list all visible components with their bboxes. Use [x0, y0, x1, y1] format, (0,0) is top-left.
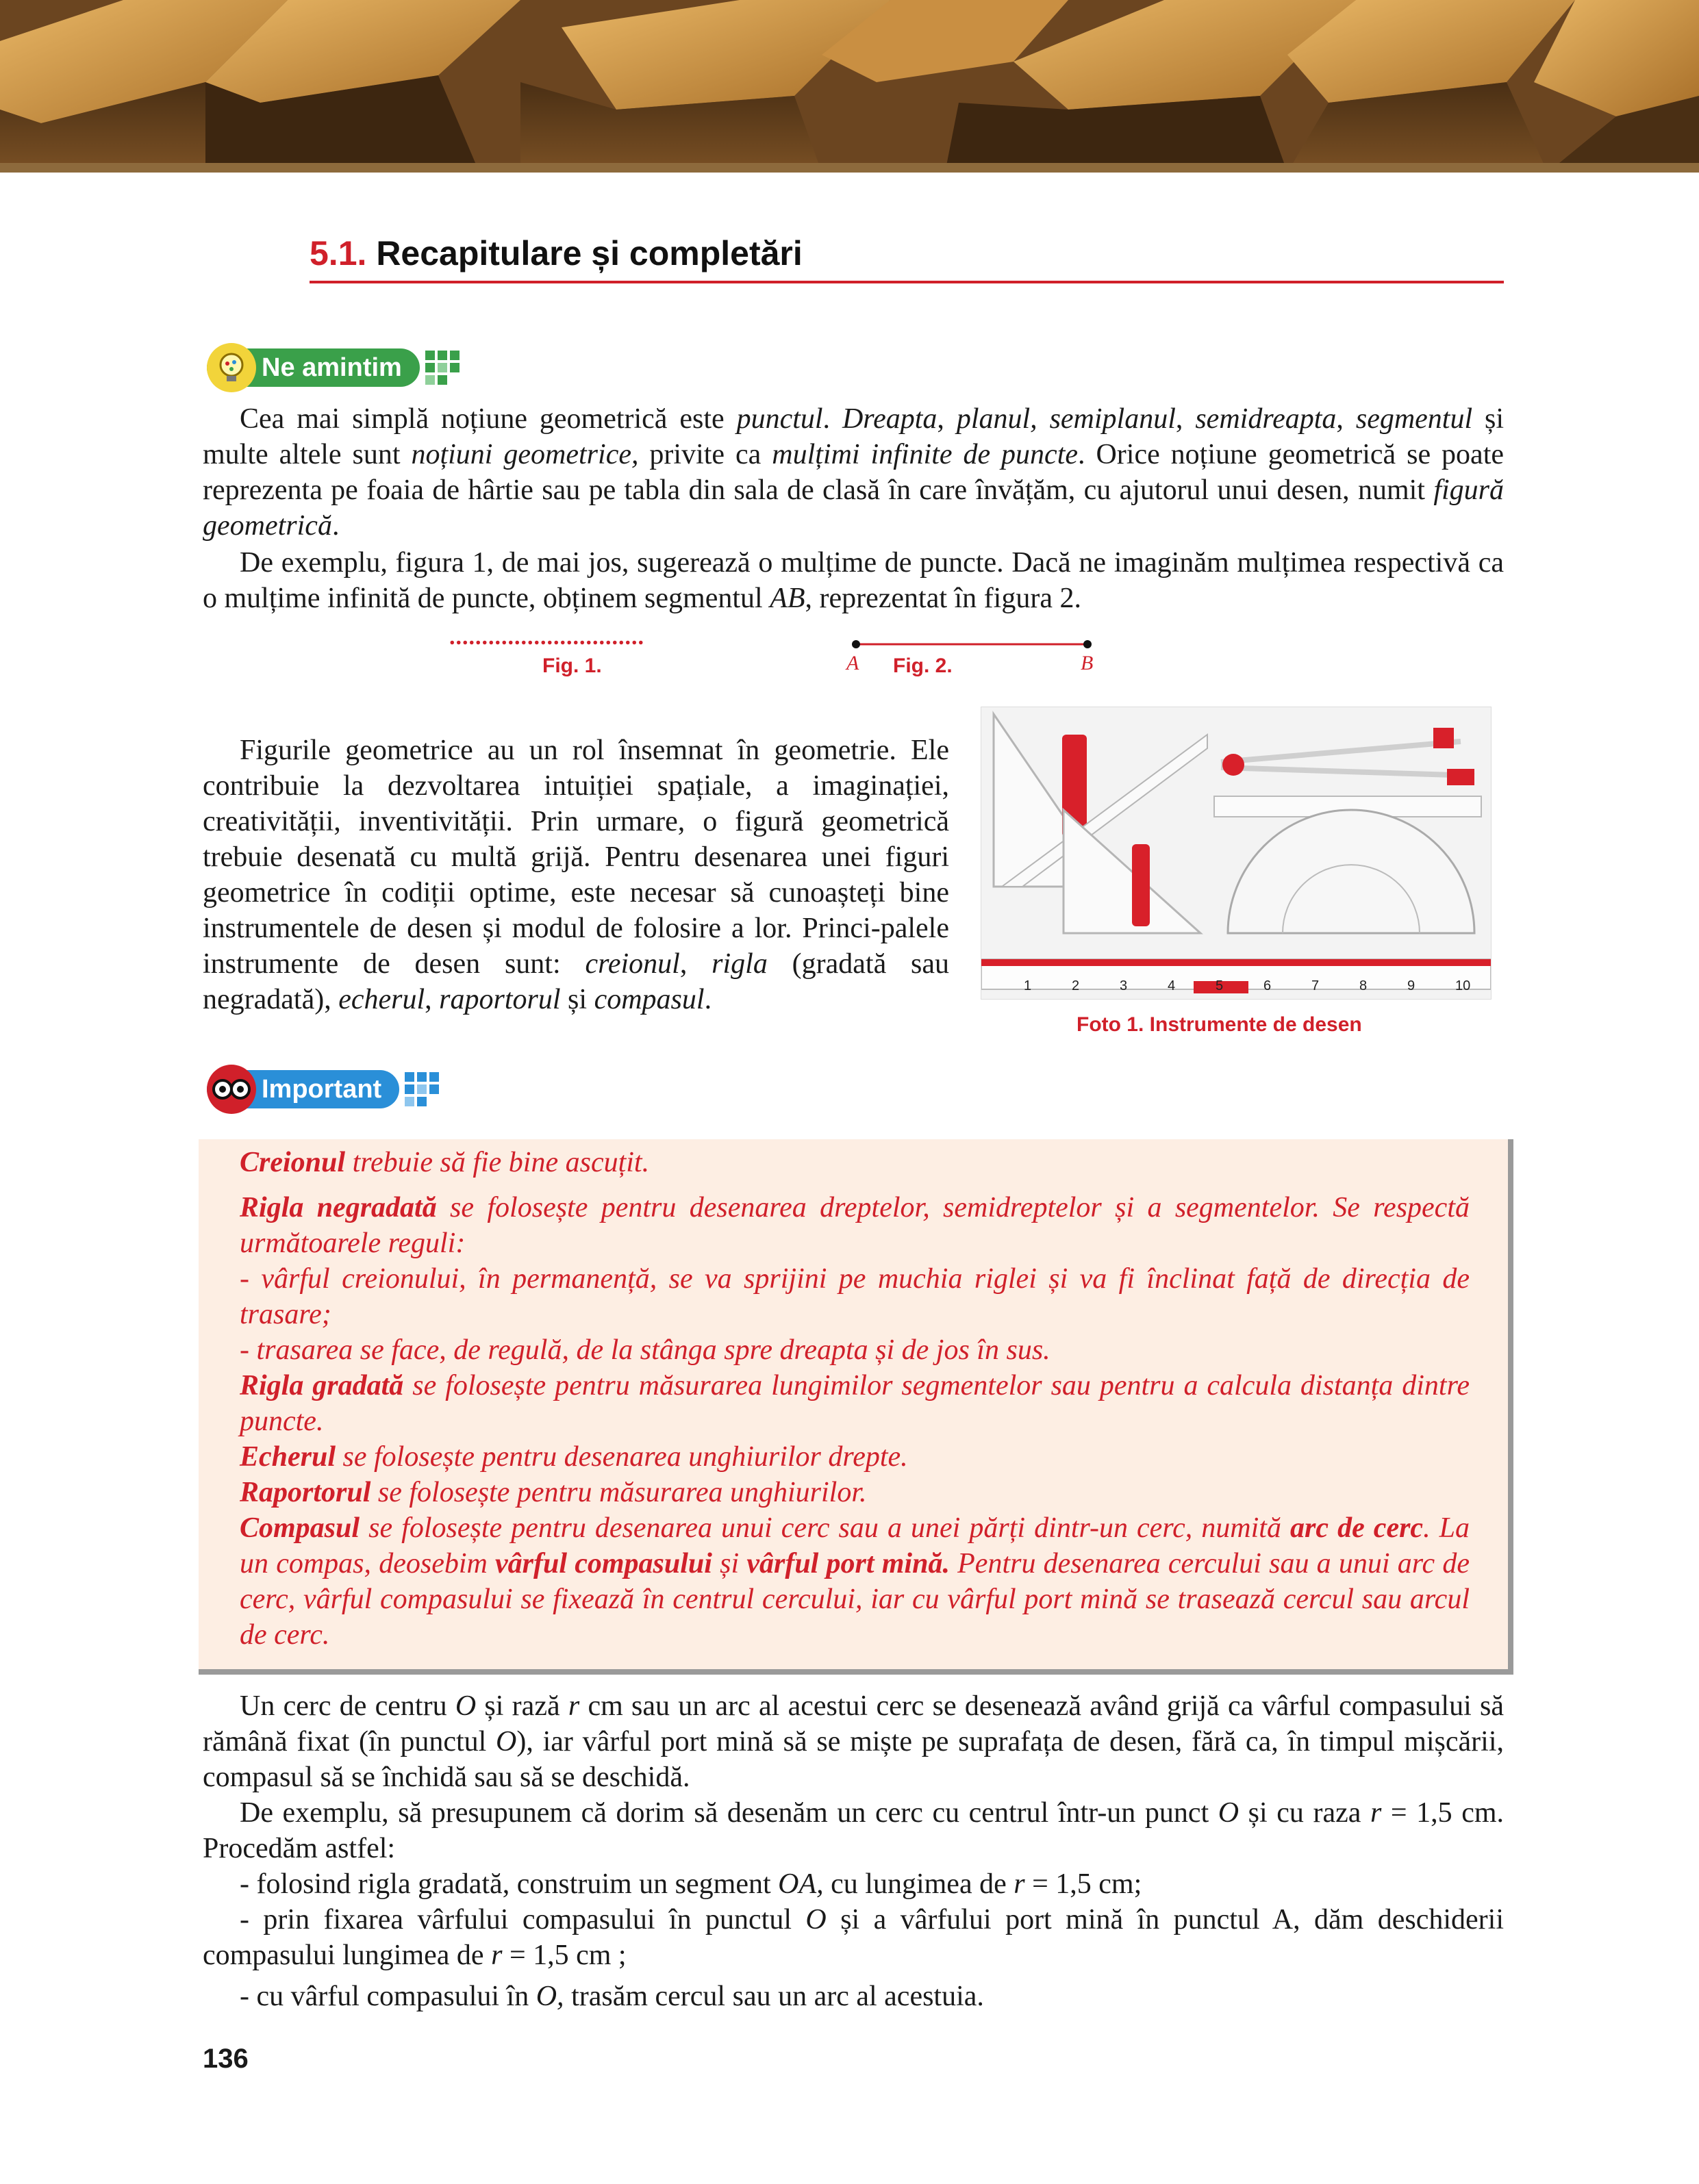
- important-tag-pill: [207, 1070, 399, 1108]
- section-title: [310, 226, 1504, 281]
- step-3: - cu vârful compasului în O, trasăm cercul sau un arc al acestuia.: [240, 1981, 984, 2012]
- lightbulb-icon: [207, 343, 256, 392]
- paragraph-intro: Cea mai simplă noțiune geometrică este punctul. Dreapta, planul, semiplanul, semidreapta, segmentul și multe altele sunt noțiuni geometrice, privite ca mulțimi infinite de puncte. Orice noțiune geometrică se poate reprezenta pe foaia de hârtie sau pe tabla din sala de clasă în care învățăm, cu ajutorul unui desen, numit figură geometrică.: [203, 403, 1505, 542]
- remember-tag: [207, 344, 460, 392]
- ruler-number: 10: [1455, 978, 1471, 993]
- ruler-number: 4: [1168, 978, 1176, 993]
- tag-squares-decoration: [425, 351, 460, 385]
- ruler-numbers: [981, 978, 1491, 999]
- ruler-number: 5: [1216, 978, 1224, 993]
- fig1-dotted-points: ..............................: [449, 624, 644, 650]
- rule-protractor: Raportorul se folosește pentru măsurarea unghiurilor.: [240, 1477, 867, 1508]
- rule-drawing-direction: - trasarea se face, de regulă, de la stânga spre dreapta și de jos în sus.: [240, 1334, 1050, 1366]
- step-1: - folosind rigla gradată, construim un segment OA, cu lungimea de r = 1,5 cm;: [240, 1868, 1142, 1900]
- ruler-number: 7: [1311, 978, 1320, 993]
- drawing-instruments-photo: [981, 707, 1492, 1000]
- important-content: [240, 1145, 1470, 1653]
- rule-pencil-tip: - vârful creionului, în permanență, se va sprijini pe muchia riglei și va fi înclinat față de direcția de trasare;: [240, 1263, 1470, 1330]
- paragraph-circle-example: De exemplu, să presupunem că dorim să desenăm un cerc cu centrul într-un punct O și cu raza r = 1,5 cm. Procedăm astfel:: [203, 1797, 1505, 1864]
- instruments-illustration: [981, 707, 1491, 999]
- point-b-label: B: [1081, 652, 1094, 674]
- paragraph-example: De exemplu, figura 1, de mai jos, sugerează o mulțime de puncte. Dacă ne imaginăm mulțimea respectivă ca o mulțime infinită de puncte, obținem segmentul AB, reprezentat în figura 2.: [203, 547, 1504, 614]
- cubes-pattern: [0, 0, 1699, 173]
- owl-glasses-icon: [207, 1065, 256, 1114]
- ruler-number: 8: [1359, 978, 1368, 993]
- ruler-number: 2: [1072, 978, 1080, 993]
- important-tag: [207, 1065, 439, 1113]
- tag-squares-decoration: [405, 1072, 439, 1106]
- rule-graduated-ruler: Rigla gradată se folosește pentru măsurarea lungimilor segmentelor sau pentru a calcula distanța dintre puncte.: [240, 1370, 1470, 1437]
- ruler-number: 6: [1263, 978, 1272, 993]
- section-number: 5.1.: [310, 234, 367, 272]
- ruler-number: 1: [1024, 978, 1032, 993]
- header-banner-image: [0, 0, 1699, 173]
- fig2-label: Fig. 2.: [893, 655, 953, 677]
- point-a-label: A: [846, 652, 859, 674]
- ruler-number: 3: [1120, 978, 1128, 993]
- ruler-number: 9: [1407, 978, 1415, 993]
- rule-set-square: Echerul se folosește pentru desenarea unghiurilor drepte.: [240, 1441, 908, 1473]
- paragraph-instruments: Figurile geometrice au un rol însemnat în geometrie. Ele contribuie la dezvoltarea intuiției spațiale, a imaginației, creativității, inventivității. Prin urmare, o figură geometrică trebuie desenată cu multă grijă. Pentru desenarea unei figuri geometrice în codiții optime, este necesar să cunoașteți bine instrumentele de desen și modul de folosire a lor. Princi-palele instrumente de desen sunt: creionul, rigla (gradată sau negradată), echerul, raportorul și compasul.: [203, 735, 949, 1015]
- page-number: 136: [203, 2044, 249, 2074]
- rule-pencil: Creionul trebuie să fie bine ascuțit.: [240, 1147, 650, 1178]
- fig1-label: Fig. 1.: [542, 655, 602, 677]
- photo-caption: Foto 1. Instrumente de desen: [1077, 1013, 1362, 1036]
- remember-tag-label: Ne amintim: [262, 353, 402, 382]
- paragraph-circle: Un cerc de centru O și rază r cm sau un arc al acestui cerc se desenează având grijă ca vârful compasului să rămână fixat (în punctul O), iar vârful port mină să se miște pe suprafața de desen, fără ca, în timpul mișcării, compasul să se închidă sau să se deschidă.: [203, 1690, 1504, 1793]
- remember-tag-pill: [207, 348, 420, 387]
- section-title-bar: [310, 226, 1504, 283]
- important-tag-label: Important: [262, 1074, 382, 1104]
- rule-ungraduated-ruler: Rigla negradată se folosește pentru desenarea dreptelor, semidreptelor și a segmentelor. Se respectă următoarele reguli:: [240, 1192, 1470, 1259]
- rule-compass: Compasul se folosește pentru desenarea unui cerc sau a unei părți dintr-un cerc, numită arc de cerc. La un compas, deosebim vârful compasului și vârful port mină. Pentru desenarea cercului sau a unui arc de cerc, vârful compasului se fixează în centrul cercului, iar cu vârful port mină se trasează cercul sau arcul de cerc.: [240, 1512, 1470, 1651]
- section-title-text: Recapitulare și completări: [376, 234, 803, 272]
- step-2: - prin fixarea vârfului compasului în punctul O și a vârfului port mină în punctul A, dăm deschiderii compasului lungimea de r = 1,5 cm ;: [203, 1904, 1504, 1971]
- fig2-segment-ab: [840, 637, 1100, 652]
